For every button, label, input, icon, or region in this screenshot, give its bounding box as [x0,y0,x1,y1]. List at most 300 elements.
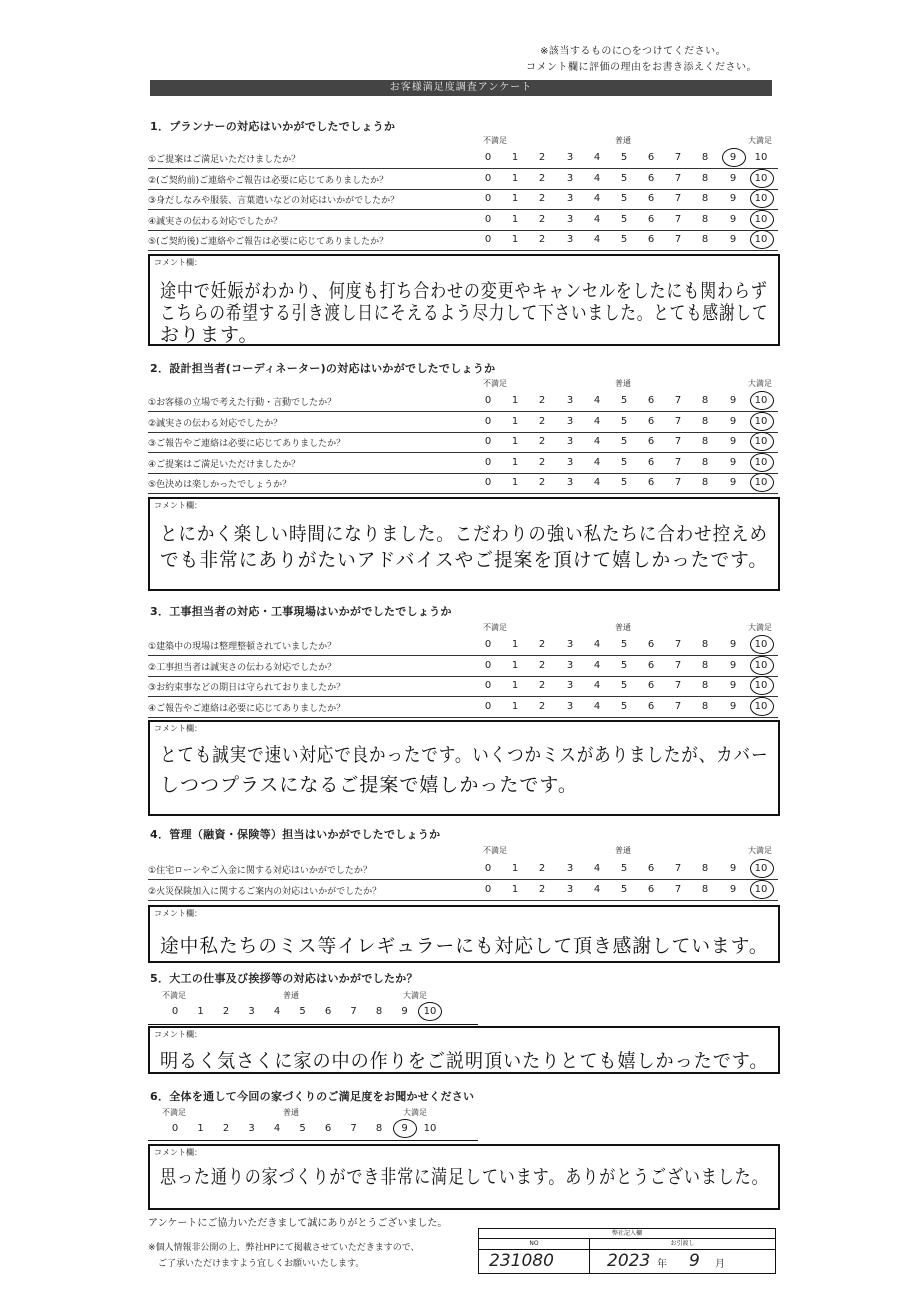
selected-rating-circle [750,453,774,472]
rating-option[interactable]: 6 [647,659,655,671]
rating-option[interactable]: 3 [248,1006,255,1017]
rating-option[interactable]: 3 [566,639,574,650]
rating-option[interactable]: 3 [566,415,574,427]
rating-option[interactable]: 1 [511,883,519,895]
rating-option[interactable]: 10 [754,193,768,204]
rating-option[interactable]: 2 [538,863,546,874]
rating-option[interactable]: 9 [401,1123,408,1134]
question-row [148,453,778,474]
question-text: ⑤色決めは楽しかったでしょうか？ [148,480,292,490]
rating-option[interactable]: 0 [484,863,492,874]
scale-high-label: 大満足 [748,846,772,855]
rating-option[interactable]: 1 [511,639,519,650]
question-row [148,148,778,169]
rating-option[interactable]: 5 [620,863,628,874]
rating-option[interactable]: 0 [484,152,492,163]
rating-option[interactable]: 10 [754,415,768,427]
section-2-title: 2．設計担当者(コーディネーター)の対応はいかがでしたでしょうか [150,362,496,375]
rating-option[interactable]: 8 [701,456,709,468]
question-row [148,412,778,433]
question-text: ②誠実さの伝わる対応でしたか？ [148,418,283,429]
rating-option[interactable]: 3 [566,152,574,163]
rating-option[interactable]: 6 [647,395,655,406]
rating-option[interactable]: 0 [484,680,492,691]
rating-option[interactable]: 1 [511,680,519,691]
rating-option[interactable]: 3 [566,680,574,691]
selected-rating-circle [750,412,774,431]
rating-option[interactable]: 2 [538,456,546,468]
question-row [148,656,778,677]
rating-option[interactable]: 8 [701,477,709,488]
rating-option[interactable]: 4 [593,234,601,245]
rating-option[interactable]: 0 [484,213,492,225]
rating-option[interactable]: 8 [701,659,709,671]
s5-scale-low: 不満足 [162,991,186,1000]
rating-option[interactable]: 8 [701,639,709,650]
s6-underline [148,1140,478,1141]
rating-option[interactable]: 10 [423,1006,437,1017]
rating-option[interactable]: 9 [729,213,737,225]
rating-option[interactable]: 7 [674,700,682,712]
rating-option[interactable]: 3 [566,172,574,184]
thanks-text: アンケートにご協力いただきまして誠にありがとうございました。 [148,1218,448,1229]
handwritten-comment-line: こちらの希望する引き渡し日にそえるよう尽力して下さいました。とても感謝して [160,302,769,324]
rating-option[interactable]: 2 [538,680,546,691]
handwritten-comment-line: 途中で妊娠がわかり、何度も打ち合わせの変更やキャンセルをしたにも関わらず [160,280,768,302]
rating-option[interactable]: 4 [593,193,601,204]
rating-option[interactable]: 3 [566,456,574,468]
rating-option[interactable]: 5 [620,883,628,895]
rating-option[interactable]: 2 [538,883,546,895]
rating-option[interactable]: 1 [197,1006,204,1017]
rating-option[interactable]: 6 [647,172,655,184]
rating-option[interactable]: 9 [729,639,737,650]
rating-option[interactable]: 1 [511,234,519,245]
office-use-header: 弊社記入欄 [479,1229,775,1239]
comment-label: コメント欄： [154,909,202,918]
rating-option[interactable]: 5 [620,436,628,447]
rating-option[interactable]: 7 [674,659,682,671]
rating-option[interactable]: 10 [754,659,768,671]
rating-option[interactable]: 3 [566,395,574,406]
comment-label: コメント欄： [154,724,202,733]
rating-option[interactable]: 2 [538,172,546,184]
rating-option[interactable]: 7 [674,172,682,184]
rating-option[interactable]: 0 [484,415,492,427]
question-text: ①お客様の立場で考えた行動・言動でしたか？ [148,398,337,408]
rating-option[interactable]: 3 [566,234,574,245]
rating-option[interactable]: 8 [701,883,709,895]
rating-option[interactable]: 10 [754,152,768,163]
rating-option[interactable]: 1 [197,1123,204,1134]
rating-option[interactable]: 9 [729,193,737,204]
scale-mid-label: 普通 [615,379,631,388]
question-row [148,189,778,210]
rating-option[interactable]: 3 [566,659,574,671]
rating-option[interactable]: 1 [511,193,519,204]
selected-rating-circle [750,432,774,451]
rating-option[interactable]: 7 [674,436,682,447]
rating-option[interactable]: 5 [620,234,628,245]
rating-option[interactable]: 6 [647,883,655,895]
rating-option[interactable]: 4 [593,477,601,488]
rating-option[interactable]: 6 [647,680,655,691]
rating-option[interactable]: 0 [484,456,492,468]
rating-option[interactable]: 7 [674,863,682,874]
question-text: ①建築中の現場は整理整頓されていましたか？ [148,642,337,652]
handwritten-comment-line: でも非常にありがたいアドバイスやご提案を頂けて嬉しかったです。 [160,549,769,571]
rating-option[interactable]: 0 [484,659,492,671]
rating-option[interactable]: 5 [620,456,628,468]
rating-option[interactable]: 4 [593,152,601,163]
survey-title: お客様満足度調査アンケート [150,80,772,96]
selected-rating-circle [750,210,774,229]
question-text: ④誠実さの伝わる対応でしたか？ [148,216,283,227]
rating-option[interactable]: 8 [701,213,709,225]
rating-option[interactable]: 4 [593,213,601,225]
question-row [148,230,778,251]
handwritten-comment-line: おります。 [160,324,259,346]
question-row [148,859,778,880]
rating-option[interactable]: 1 [511,456,519,468]
s6-scale-high: 大満足 [403,1108,427,1117]
rating-option[interactable]: 0 [171,1123,179,1134]
scale-low-label: 不満足 [483,623,507,632]
rating-option[interactable]: 10 [754,680,768,691]
rating-option[interactable]: 4 [593,700,601,712]
rating-option[interactable]: 5 [299,1123,306,1134]
rating-option[interactable]: 6 [647,436,655,447]
rating-option[interactable]: 9 [729,395,737,406]
selected-rating-circle [750,391,774,410]
rating-option[interactable]: 2 [222,1006,230,1017]
rating-option[interactable]: 6 [647,700,655,712]
rating-option[interactable]: 4 [593,639,601,650]
comment-label: コメント欄： [154,501,202,510]
rating-option[interactable]: 9 [729,700,737,712]
rating-option[interactable]: 4 [593,395,601,406]
rating-option[interactable]: 10 [754,213,768,225]
rating-option[interactable]: 5 [620,213,628,225]
section-1-title: 1．プランナーの対応はいかがでしたでしょうか [150,120,396,133]
rating-option[interactable]: 5 [620,395,628,406]
rating-option[interactable]: 7 [674,193,682,204]
rating-option[interactable]: 5 [620,659,628,671]
rating-option[interactable]: 5 [299,1006,306,1017]
rating-option[interactable]: 9 [729,436,737,447]
rating-option[interactable]: 1 [511,863,519,874]
scale-low-label: 不満足 [483,136,507,145]
rating-option[interactable]: 2 [538,395,546,406]
selected-rating-circle [750,676,774,695]
rating-option[interactable]: 2 [538,477,546,488]
question-row [148,676,778,697]
rating-option[interactable]: 0 [484,234,492,245]
rating-option[interactable]: 10 [754,395,768,406]
rating-option[interactable]: 9 [729,883,737,895]
section-6-comment-box [148,1144,780,1210]
scale-mid-label: 普通 [615,623,631,632]
rating-option[interactable]: 0 [484,172,492,184]
rating-option[interactable]: 2 [538,659,546,671]
s6-scale-low: 不満足 [162,1108,186,1117]
rating-option[interactable]: 8 [701,415,709,427]
handwritten-comment-line: 途中私たちのミス等イレギュラーにも対応して頂き感謝しています。 [160,935,769,957]
rating-option[interactable]: 6 [647,477,655,488]
rating-option[interactable]: 4 [593,680,601,691]
scale-low-label: 不満足 [483,379,507,388]
rating-option[interactable]: 2 [538,152,546,163]
s6-scale-mid: 普通 [283,1108,299,1117]
rating-option[interactable]: 8 [701,172,709,184]
rating-option[interactable]: 6 [647,456,655,468]
rating-option[interactable]: 6 [647,234,655,245]
rating-option[interactable]: 4 [273,1123,281,1134]
rating-option[interactable]: 3 [248,1123,255,1134]
delivery-label: お引渡し [590,1239,775,1250]
rating-option[interactable]: 8 [701,395,709,406]
rating-option[interactable]: 8 [375,1006,383,1017]
rating-option[interactable]: 0 [484,700,492,712]
rating-option[interactable]: 8 [701,863,709,874]
rating-option[interactable]: 8 [701,152,709,163]
selected-rating-circle [750,169,774,188]
scale-mid-label: 普通 [615,846,631,855]
question-row [148,391,778,412]
comment-label: コメント欄： [154,1030,202,1039]
rating-option[interactable]: 0 [171,1006,179,1017]
rating-option[interactable]: 6 [647,639,655,650]
question-text: ③ご報告やご連絡は必要に応じてありましたか？ [148,439,346,449]
rating-option[interactable]: 1 [511,172,519,184]
rating-option[interactable]: 4 [593,883,601,895]
rating-option[interactable]: 3 [566,213,574,225]
rating-option[interactable]: 8 [701,436,709,447]
question-row [148,473,778,494]
rating-option[interactable]: 2 [538,415,546,427]
handwritten-comment-line: とにかく楽しい時間になりました。こだわりの強い私たちに合わせ控えめ [160,523,768,545]
section-5-comment-box [148,1026,780,1074]
scale-high-label: 大満足 [748,623,772,632]
rating-option[interactable]: 9 [729,477,737,488]
rating-option[interactable]: 5 [620,639,628,650]
rating-option[interactable]: 10 [754,477,768,488]
rating-option[interactable]: 4 [273,1006,281,1017]
rating-option[interactable]: 10 [754,234,768,245]
rating-option[interactable]: 7 [674,883,682,895]
rating-option[interactable]: 0 [484,395,492,406]
question-text: ④ご報告やご連絡は必要に応じてありましたか？ [148,703,346,714]
question-text: ②火災保険加入に関するご案内の対応はいかがでしたか？ [148,886,382,897]
rating-option[interactable]: 6 [324,1006,332,1017]
rating-option[interactable]: 8 [701,680,709,691]
rating-option[interactable]: 9 [729,659,737,671]
section-4-comment-box [148,905,780,963]
rating-option[interactable]: 9 [729,680,737,691]
s5-underline [148,1024,478,1025]
rating-option[interactable]: 9 [729,234,737,245]
rating-option[interactable]: 6 [647,415,655,427]
rating-option[interactable]: 4 [593,172,601,184]
handwritten-comment-line: とても誠実で速い対応で良かったです。いくつかミスがありましたが、カバー [160,744,769,766]
rating-option[interactable]: 0 [484,883,492,895]
rating-option[interactable]: 1 [511,700,519,712]
selected-rating-circle [418,1002,442,1021]
scale-high-label: 大満足 [748,379,772,388]
rating-option[interactable]: 2 [222,1123,230,1134]
rating-option[interactable]: 8 [701,700,709,712]
rating-option[interactable]: 10 [754,883,768,895]
rating-option[interactable]: 5 [620,152,628,163]
rating-option[interactable]: 0 [484,639,492,650]
table-divider [589,1239,590,1273]
rating-option[interactable]: 4 [593,415,601,427]
rating-option[interactable]: 6 [647,152,655,163]
rating-option[interactable]: 3 [566,863,574,874]
rating-option[interactable]: 9 [729,152,737,163]
scale-low-label: 不満足 [483,846,507,855]
rating-option[interactable]: 6 [324,1123,332,1134]
rating-option[interactable]: 2 [538,213,546,225]
s5-scale-numbers [168,1006,468,1026]
rating-option[interactable]: 4 [593,436,601,447]
rating-option[interactable]: 2 [538,234,546,245]
rating-option[interactable]: 7 [674,639,682,650]
rating-option[interactable]: 10 [754,700,768,712]
rating-option[interactable]: 5 [620,700,628,712]
section-2-comment-box [148,497,780,591]
rating-option[interactable]: 1 [511,659,519,671]
rating-option[interactable]: 7 [674,234,682,245]
selected-rating-circle [750,230,774,249]
rating-option[interactable]: 7 [350,1006,357,1017]
rating-option[interactable]: 7 [674,680,682,691]
selected-rating-circle [750,697,774,716]
question-row [148,432,778,453]
rating-option[interactable]: 7 [674,213,682,225]
rating-option[interactable]: 1 [511,395,519,406]
rating-option[interactable]: 1 [511,436,519,447]
section-4-title: 4．管理（融資・保険等）担当はいかがでしたでしょうか [150,828,441,841]
question-row [148,635,778,656]
question-text: ③身だしなみや服装、言葉遣いなどの対応はいかがでしたか？ [148,196,400,206]
rating-option[interactable]: 6 [647,213,655,225]
rating-option[interactable]: 8 [375,1123,383,1134]
section-5-title: 5．大工の仕事及び挨拶等の対応はいかがでしたか？ [150,972,418,985]
rating-option[interactable]: 5 [620,680,628,691]
rating-option[interactable]: 2 [538,193,546,204]
section-5-comment: 明るく気さくに家の中の作りをご説明頂いたりとても嬉しかったです。 [160,1050,769,1072]
rating-option[interactable]: 6 [647,193,655,204]
rating-option[interactable]: 2 [538,436,546,447]
rating-option[interactable]: 7 [674,415,682,427]
rating-option[interactable]: 5 [620,415,628,427]
rating-option[interactable]: 10 [754,639,768,650]
office-use-table [478,1228,776,1274]
scale-mid-label: 普通 [615,136,631,145]
rating-option[interactable]: 10 [754,436,768,447]
rating-option[interactable]: 8 [701,234,709,245]
rating-option[interactable]: 2 [538,700,546,712]
rating-option[interactable]: 9 [729,456,737,468]
rating-option[interactable]: 5 [620,477,628,488]
rating-option[interactable]: 6 [647,863,655,874]
rating-option[interactable]: 3 [566,700,574,712]
rating-option[interactable]: 1 [511,415,519,427]
rating-option[interactable]: 3 [566,883,574,895]
rating-option[interactable]: 5 [620,172,628,184]
privacy-note-2: ご了承いただけますよう宜しくお願いいたします。 [158,1259,365,1269]
selected-rating-circle [393,1119,417,1138]
delivery-month: 9 [689,1251,700,1271]
section-3-title: 3．工事担当者の対応・工事現場はいかがでしたでしょうか [150,605,452,618]
rating-option[interactable]: 9 [729,863,737,874]
comment-label: コメント欄： [154,258,202,267]
rating-option[interactable]: 7 [674,395,682,406]
question-text: ②工事担当者は誠実さの伝わる対応でしたか？ [148,662,337,673]
selected-rating-circle [750,473,774,492]
scale-high-label: 大満足 [748,136,772,145]
comment-label: コメント欄： [154,1148,202,1157]
question-text: ④ご提案はご満足いただけましたか？ [148,459,301,470]
rating-option[interactable]: 5 [620,193,628,204]
rating-option[interactable]: 10 [754,456,768,468]
rating-option[interactable]: 1 [511,213,519,225]
rating-option[interactable]: 0 [484,436,492,447]
month-unit: 月 [715,1259,725,1270]
year-unit: 年 [657,1259,667,1270]
survey-number: 231080 [489,1251,554,1271]
rating-option[interactable]: 9 [401,1006,408,1017]
question-row [148,697,778,718]
selected-rating-circle [750,656,774,675]
rating-option[interactable]: 10 [754,863,768,874]
s5-scale-mid: 普通 [283,991,299,1000]
rating-option[interactable]: 4 [593,863,601,874]
selected-rating-circle [750,880,774,899]
rating-option[interactable]: 8 [701,193,709,204]
question-text: ①ご提案はご満足いただけましたか？ [148,155,301,165]
question-row [148,210,778,231]
rating-option[interactable]: 0 [484,193,492,204]
rating-option[interactable]: 4 [593,456,601,468]
rating-option[interactable]: 3 [566,477,574,488]
instruction-note-1: ※該当するものに○をつけてください。 [540,46,727,57]
rating-option[interactable]: 2 [538,639,546,650]
question-text: ③お約束事などの期日は守られておりましたか？ [148,683,346,693]
rating-option[interactable]: 9 [729,415,737,427]
rating-option[interactable]: 10 [754,172,768,184]
section-6-comment: 思った通りの家づくりができ非常に満足しています。ありがとうございました。 [160,1166,769,1188]
rating-option[interactable]: 7 [350,1123,357,1134]
rating-option[interactable]: 1 [511,477,519,488]
rating-option[interactable]: 3 [566,436,574,447]
s5-scale-high: 大満足 [403,991,427,1000]
rating-option[interactable]: 10 [423,1123,437,1134]
rating-option[interactable]: 7 [674,456,682,468]
selected-rating-circle [750,189,774,208]
rating-option[interactable]: 3 [566,193,574,204]
rating-option[interactable]: 7 [674,152,682,163]
rating-option[interactable]: 4 [593,659,601,671]
section-1-comment-box [148,254,780,346]
section-3-comment-box [148,720,780,816]
rating-option[interactable]: 0 [484,477,492,488]
instruction-note-2: コメント欄に評価の理由をお書き添えください。 [526,62,757,73]
rating-option[interactable]: 1 [511,152,519,163]
rating-option[interactable]: 9 [729,172,737,184]
rating-option[interactable]: 7 [674,477,682,488]
